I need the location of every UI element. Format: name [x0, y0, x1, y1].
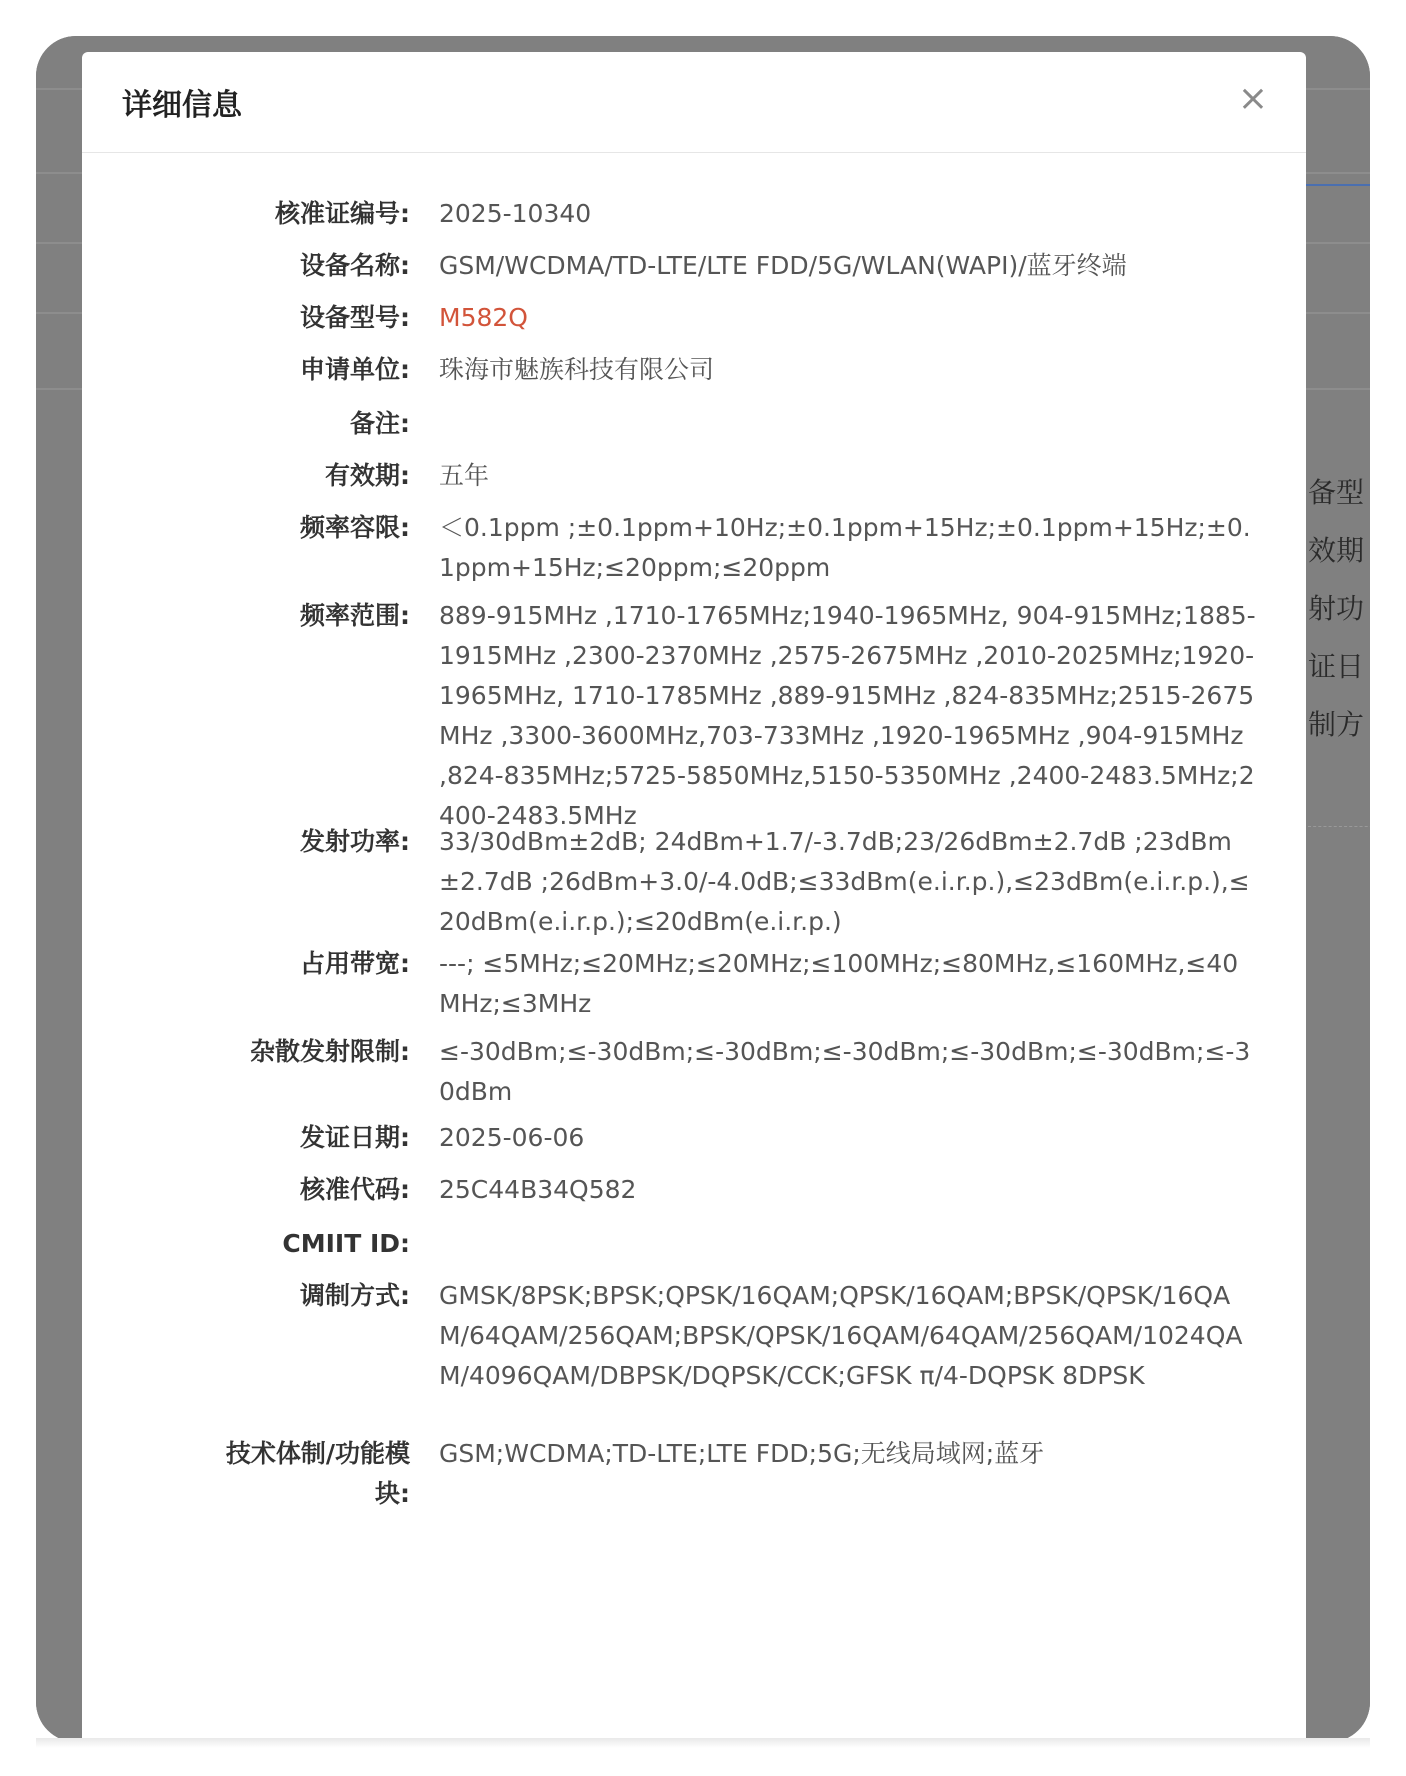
field-label: 设备型号:	[300, 303, 410, 332]
field-label: 技术体制/功能模块:	[225, 1439, 410, 1508]
modal-header	[82, 52, 1306, 153]
detail-modal	[82, 52, 1306, 1758]
field-label: 占用带宽:	[300, 949, 410, 978]
field-value: GSM/WCDMA/TD-LTE/LTE FDD/5G/WLAN(WAPI)/蓝牙终端	[439, 251, 1127, 280]
field-label: 杂散发射限制:	[250, 1037, 410, 1066]
field-value: 珠海市魅族科技有限公司	[439, 355, 715, 384]
background-accent-line	[1306, 184, 1370, 186]
field-value: ＜0.1ppm ;±0.1ppm+10Hz;±0.1ppm+15Hz;±0.1ppm+15Hz;±0.1ppm+15Hz;≤20ppm;≤20ppm	[439, 513, 1251, 582]
field-value: GSM;WCDMA;TD-LTE;LTE FDD;5G;无线局域网;蓝牙	[439, 1439, 1045, 1468]
field-value: 33/30dBm±2dB; 24dBm+1.7/-3.7dB;23/26dBm±2.7dB ;23dBm±2.7dB ;26dBm+3.0/-4.0dB;≤33dBm(e.i.r.p.),≤23dBm(e.i.r.p.),≤20dBm(e.i.r.p.);≤20dBm(e.i.r.p.)	[439, 827, 1250, 936]
background-side-label: 制方	[1308, 708, 1365, 741]
background-side-label: 证日	[1308, 650, 1365, 683]
field-value: 2025-10340	[439, 199, 592, 228]
close-icon[interactable]: ×	[1237, 78, 1269, 119]
background-side-label: 备型	[1308, 476, 1365, 509]
field-value: GMSK/8PSK;BPSK;QPSK/16QAM;QPSK/16QAM;BPSK/QPSK/16QAM/64QAM/256QAM;BPSK/QPSK/16QAM/64QAM/256QAM/1024QAM/4096QAM/DBPSK/DQPSK/CCK;GFSK π/4-DQPSK 8DPSK	[439, 1281, 1243, 1390]
field-value: 五年	[439, 461, 490, 490]
field-value: ≤-30dBm;≤-30dBm;≤-30dBm;≤-30dBm;≤-30dBm;≤-30dBm;≤-30dBm	[439, 1037, 1251, 1106]
field-label: CMIIT ID:	[282, 1229, 410, 1258]
background-dashed-divider	[1308, 826, 1370, 827]
background-side-labels	[1308, 464, 1370, 754]
field-label: 核准证编号:	[275, 199, 410, 228]
field-label: 申请单位:	[300, 355, 410, 384]
field-label: 设备名称:	[300, 251, 410, 280]
field-value: 25C44B34Q582	[439, 1175, 637, 1204]
field-label: 有效期:	[325, 461, 410, 490]
field-label: 备注:	[350, 409, 410, 438]
field-value: 889-915MHz ,1710-1765MHz;1940-1965MHz, 904-915MHz;1885-1915MHz ,2300-2370MHz ,2575-2675MHz ,2010-2025MHz;1920-1965MHz, 1710-1785MHz ,889-915MHz ,824-835MHz;2515-2675MHz ,3300-3600MHz,703-733MHz ,1920-1965MHz ,904-915MHz ,824-835MHz;5725-5850MHz,5150-5350MHz ,2400-2483.5MHz;2400-2483.5MHz	[439, 601, 1256, 830]
device-model-link[interactable]: M582Q	[439, 303, 528, 332]
modal-title: 详细信息	[122, 88, 242, 123]
field-label: 发证日期:	[300, 1123, 410, 1152]
field-label: 频率范围:	[300, 601, 410, 630]
field-label: 频率容限:	[300, 513, 410, 542]
field-value: 2025-06-06	[439, 1123, 585, 1152]
field-label: 核准代码:	[300, 1175, 410, 1204]
background-side-label: 效期	[1308, 534, 1365, 567]
bottom-shadow	[36, 1738, 1370, 1748]
field-value: ---; ≤5MHz;≤20MHz;≤20MHz;≤100MHz;≤80MHz,≤160MHz,≤40MHz;≤3MHz	[439, 949, 1239, 1018]
field-label: 发射功率:	[300, 827, 410, 856]
field-label: 调制方式:	[300, 1281, 410, 1310]
background-side-label: 射功	[1308, 592, 1365, 625]
